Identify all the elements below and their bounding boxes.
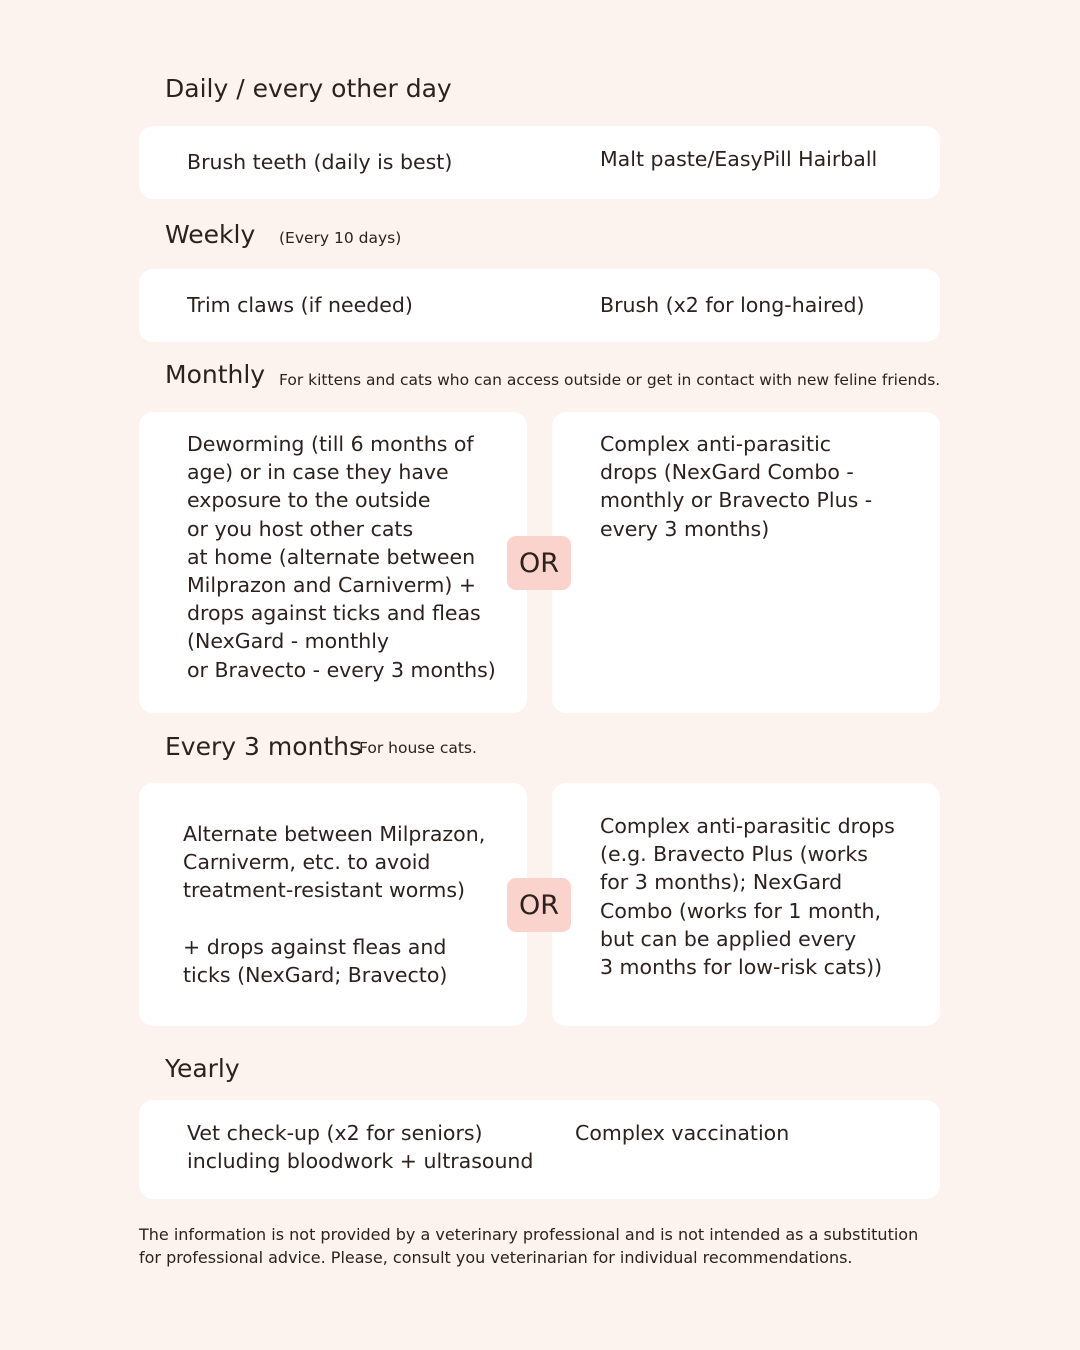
or-badge-monthly: OR bbox=[507, 536, 571, 590]
or-badge-every-3-months: OR bbox=[507, 878, 571, 932]
card-daily bbox=[139, 126, 940, 199]
card-monthly-right bbox=[552, 412, 940, 713]
card-monthly-left bbox=[139, 412, 527, 713]
every-3-months-item-alternate: Alternate between Milprazon, Carniverm, etc. to avoid treatment-resistant worms) + drops against fleas and ticks (NexGard; Bravecto) bbox=[183, 822, 486, 988]
card-every-3-months-right bbox=[552, 783, 940, 1026]
section-heading-yearly: Yearly bbox=[165, 1054, 240, 1083]
disclaimer-text: The information is not provided by a veterinary professional and is not intended as a substitution for professional advice. Please, consult you veterinarian for individual recommendations. bbox=[139, 1225, 919, 1267]
daily-item-malt-paste: Malt paste/EasyPill Hairball bbox=[600, 147, 878, 171]
yearly-item-vaccination: Complex vaccination bbox=[575, 1121, 790, 1145]
weekly-note: (Every 10 days) bbox=[279, 229, 402, 247]
yearly-item-vet-checkup: Vet check-up (x2 for seniors) including bloodwork + ultrasound bbox=[187, 1121, 534, 1174]
card-weekly bbox=[139, 269, 940, 342]
monthly-item-deworming: Deworming (till 6 months of age) or in case they have exposure to the outside or you host other cats at home (alternate between Milprazon and Carniverm) + drops against ticks and fleas (NexGard - monthly or Bravecto - every 3 months) bbox=[187, 432, 496, 682]
section-heading-daily: Daily / every other day bbox=[165, 74, 452, 103]
section-heading-every-3-months: Every 3 months bbox=[165, 732, 363, 761]
every-3-months-item-complex-drops: Complex anti-parasitic drops (e.g. Bravecto Plus (works for 3 months); NexGard Combo (works for 1 month, but can be applied every 3 months for low-risk cats)) bbox=[600, 814, 895, 980]
card-every-3-months-left bbox=[139, 783, 527, 1026]
section-heading-monthly: Monthly bbox=[165, 360, 266, 389]
daily-item-brush-teeth: Brush teeth (daily is best) bbox=[187, 150, 453, 174]
weekly-item-brush: Brush (x2 for long-haired) bbox=[600, 293, 865, 317]
section-heading-weekly: Weekly bbox=[165, 220, 256, 249]
monthly-note: For kittens and cats who can access outside or get in contact with new feline friends. bbox=[279, 371, 941, 389]
monthly-item-complex-drops: Complex anti-parasitic drops (NexGard Combo - monthly or Bravecto Plus - every 3 months) bbox=[600, 432, 873, 541]
weekly-item-trim-claws: Trim claws (if needed) bbox=[187, 293, 413, 317]
every-3-months-note: For house cats. bbox=[359, 739, 477, 757]
card-yearly bbox=[139, 1100, 940, 1199]
